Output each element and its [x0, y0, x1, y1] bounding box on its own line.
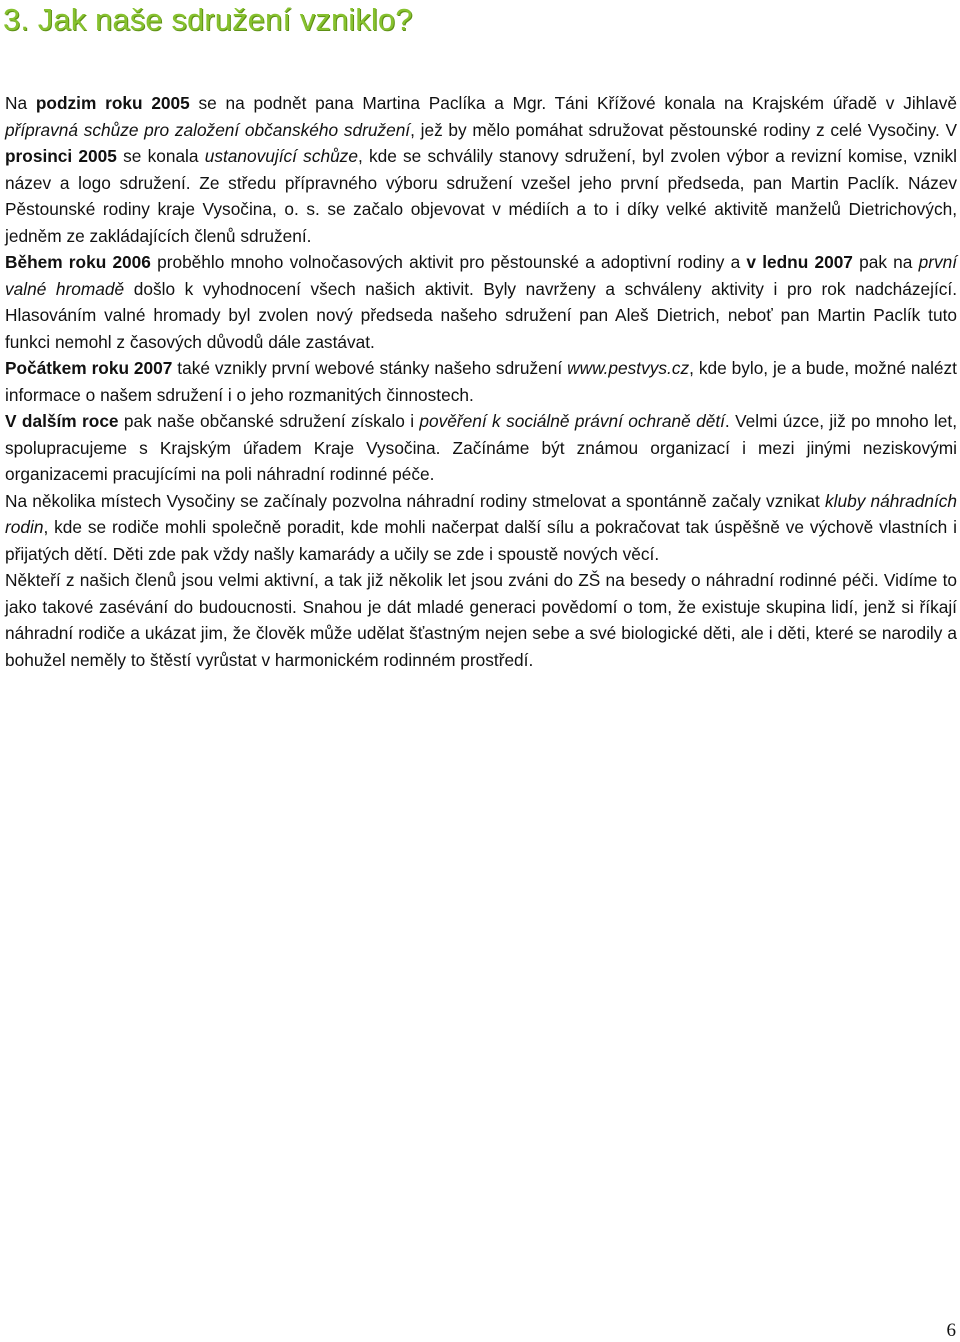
text-run: proběhlo mnoho volnočasových aktivit pro pěstounské a adoptivní rodiny a [150, 252, 747, 272]
bold-text: v lednu 2007 [746, 252, 853, 272]
section-heading: 3. Jak naše sdružení vzniklo? [3, 2, 413, 37]
text-run: Na několika místech Vysočiny se začínaly pozvolna náhradní rodiny stmelovat a spontánně začaly vznikat [5, 490, 826, 511]
text-run: se konala [116, 146, 205, 166]
bold-text: podzim roku 2005 [35, 93, 190, 113]
italic-text: první valné hromadě [5, 252, 957, 299]
italic-text: pověření k sociálně právní ochraně dětí [419, 411, 725, 431]
italic-text: kluby náhradních rodin [5, 490, 957, 537]
text-run: , jež by mělo pomáhat sdružovat pěstounské rodiny z celé Vysočiny. V [410, 119, 957, 140]
bold-text: V dalším roce [5, 411, 119, 431]
paragraph [5, 90, 957, 249]
italic-text: přípravná schůze pro založení občanského sdružení [5, 119, 411, 140]
body-text [5, 90, 957, 673]
bold-text: Během roku 2006 [5, 252, 151, 272]
paragraph [5, 408, 957, 488]
bold-text: Počátkem roku 2007 [5, 358, 173, 378]
text-run: pak na [852, 252, 919, 272]
paragraph [5, 355, 957, 408]
paragraph [5, 249, 957, 355]
text-run: došlo k vyhodnocení všech našich aktivit. Byly navrženy a schváleny aktivity i pro rok nadcházející. Hlasováním valné hromady byl zvolen nový předseda našeho sdružení pan Aleš Dietrich, neboť pan Martin Paclík tuto funkci nemohl z časových důvodů dále zastávat. [5, 278, 957, 352]
text-run: , kde se rodiče mohli společně poradit, kde mohli načerpat další sílu a pokračovat tak úspěšně ve výchově vlastních i přijatých dětí. Děti zde pak vždy našly kamarády a učily se zde i spoustě nových věcí. [5, 517, 957, 564]
page-number: 6 [946, 1320, 956, 1341]
text-run: . Velmi úzce, již po mnoho let, spolupracujeme s Krajským úřadem Kraje Vysočina. Začínáme být známou organizací i mezi jinými neziskovými organizacemi pracujícími na poli náhradní rodinné péče. [5, 411, 957, 484]
text-run: také vznikly první webové stánky našeho sdružení [172, 358, 568, 378]
text-run: , kde se schválily stanovy sdružení, byl zvolen výbor a revizní komise, vznikl název a logo sdružení. Ze středu přípravného výboru sdružení vzešel jeho první předseda, pan Martin Paclík. Název Pěstounské rodiny kraje Vysočina, o. s. se začalo objevovat v médiích a to i díky velké aktivitě manželů Dietrichových, jedněm ze zakládajících členů sdružení. [5, 146, 957, 246]
italic-text: ustanovující schůze [204, 146, 358, 166]
paragraph [5, 488, 957, 568]
text-run: se na podnět pana Martina Paclíka a Mgr. Táni Křížové konala na Krajském úřadě v Jihlavě [189, 93, 957, 113]
text-run: Na [5, 93, 36, 113]
text-run: , kde bylo, je a bude, možné nalézt informace o našem sdružení i o jeho rozmanitých činnostech. [5, 358, 957, 405]
bold-text: prosinci 2005 [5, 146, 117, 166]
italic-text: www.pestvys.cz [567, 358, 690, 378]
text-run: pak naše občanské sdružení získalo i [118, 411, 420, 431]
text-run: Někteří z našich členů jsou velmi aktivní, a tak již několik let jsou zváni do ZŠ na besedy o náhradní rodinné péči. Vidíme to jako takové zasévání do budoucnosti. Snahou je dát mladé generaci povědomí o tom, že existuje skupina lidí, jenž si říkají náhradní rodiče a ukázat jim, že člověk může udělat šťastným nejen sebe a své biologické děti, ale i děti, které se narodily a bohužel neměly to štěstí vyrůstat v harmonickém rodinném prostředí. [5, 570, 957, 670]
paragraph [5, 567, 957, 673]
